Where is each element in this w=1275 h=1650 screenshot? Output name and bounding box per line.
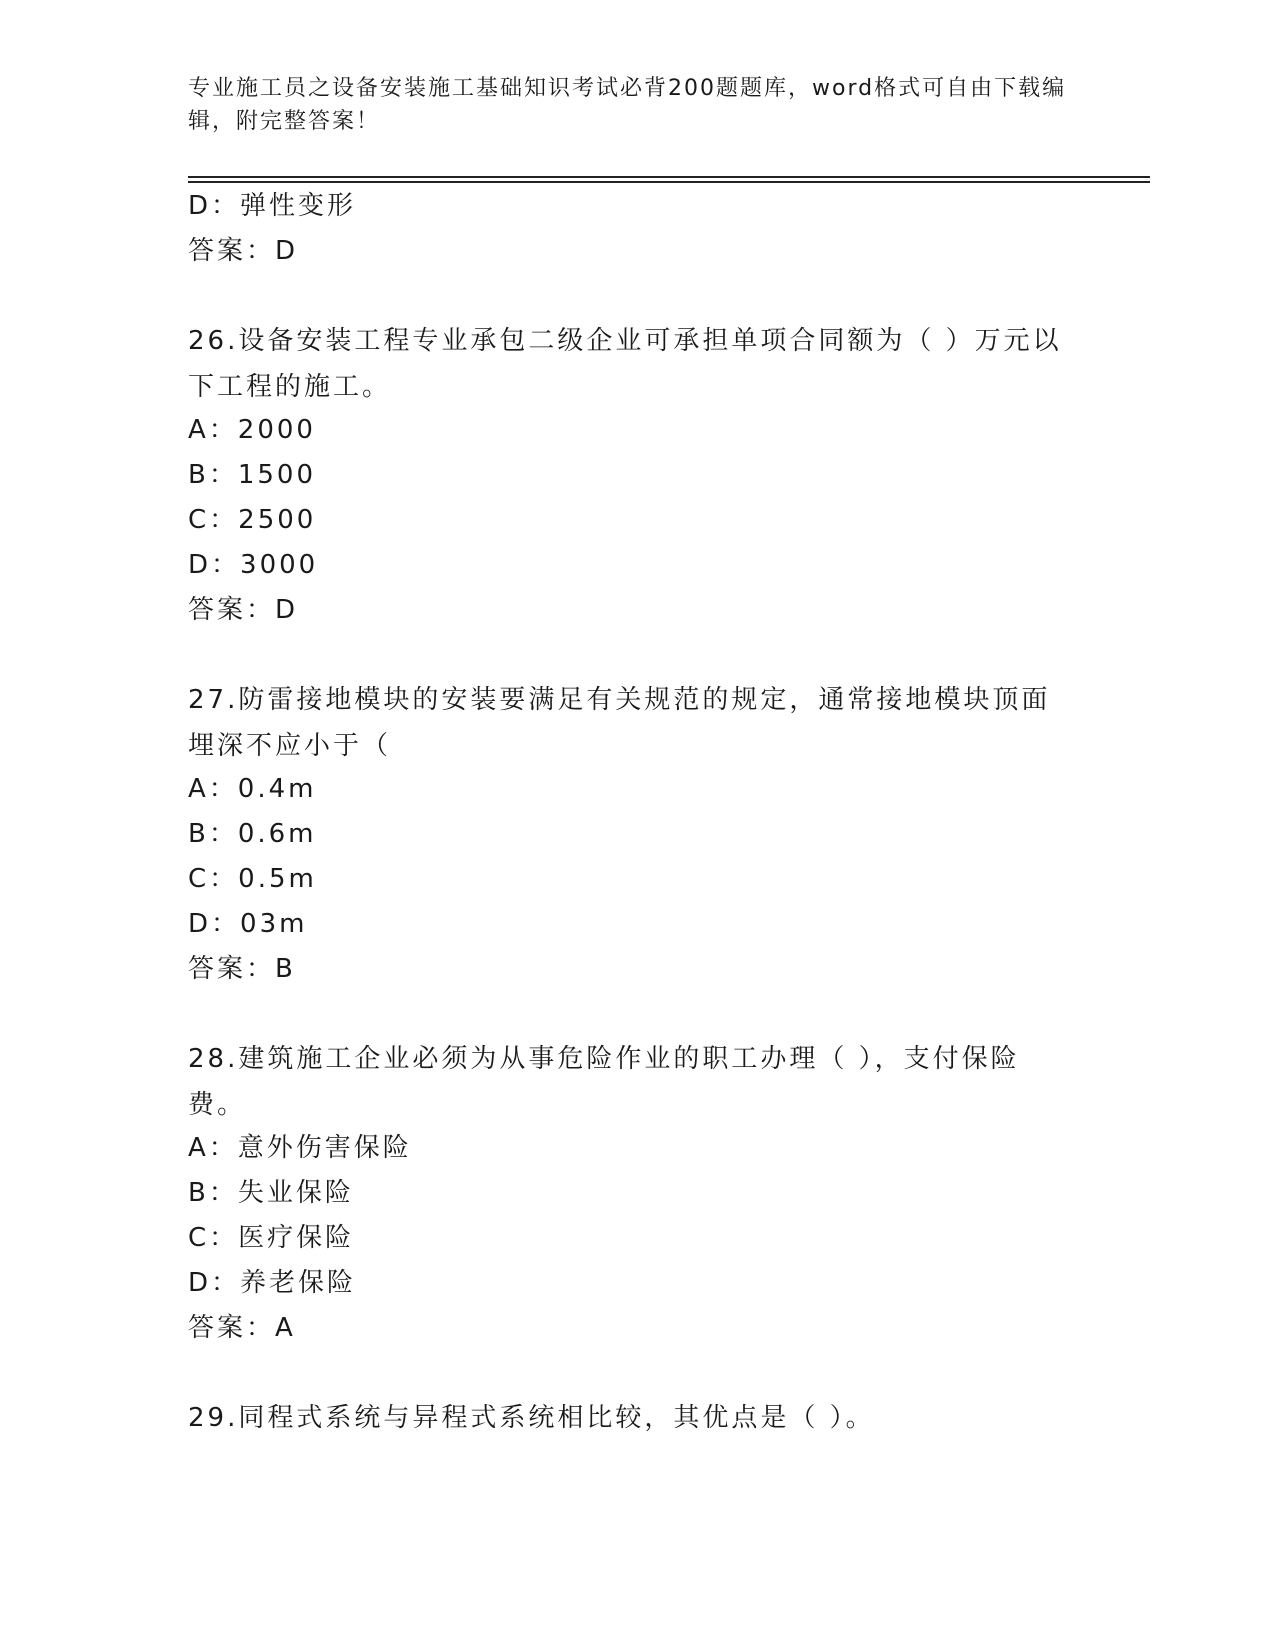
- document-header: 专业施工员之设备安装施工基础知识考试必背200题题库，word格式可自由下载编辑，附完整答案！: [188, 76, 1067, 134]
- header-divider-top: [188, 176, 1150, 178]
- question-27-option-d: D：03m: [188, 909, 308, 939]
- question-26-text: 26.设备安装工程专业承包二级企业可承担单项合同额为（ ）万元以下工程的施工。: [188, 326, 1062, 402]
- header-divider-bottom: [188, 181, 1150, 183]
- question-27-answer: 答案：B: [188, 954, 296, 984]
- question-28-text: 28.建筑施工企业必须为从事危险作业的职工办理（ ），支付保险费。: [188, 1044, 1020, 1120]
- question-26-option-c: C：2500: [188, 505, 317, 535]
- question-28-answer: 答案：A: [188, 1313, 296, 1343]
- prev-option-d: D：弹性变形: [188, 191, 357, 221]
- question-27-option-c: C：0.5m: [188, 864, 317, 894]
- question-28-option-d: D：养老保险: [188, 1268, 357, 1298]
- question-28-option-b: B：失业保险: [188, 1178, 354, 1208]
- question-26-option-d: D：3000: [188, 550, 319, 580]
- question-28-option-c: C：医疗保险: [188, 1223, 355, 1253]
- question-27-option-a: A：0.4m: [188, 774, 317, 804]
- question-29-text: 29.同程式系统与异程式系统相比较，其优点是（ ）。: [188, 1403, 875, 1433]
- question-28-option-a: A：意外伤害保险: [188, 1133, 412, 1163]
- prev-answer: 答案：D: [188, 236, 299, 266]
- question-26-option-b: B：1500: [188, 460, 317, 490]
- question-27-text: 27.防雷接地模块的安装要满足有关规范的规定，通常接地模块顶面埋深不应小于（: [188, 685, 1051, 761]
- question-26-option-a: A：2000: [188, 415, 316, 445]
- question-27-option-b: B：0.6m: [188, 819, 317, 849]
- question-26-answer: 答案：D: [188, 595, 299, 625]
